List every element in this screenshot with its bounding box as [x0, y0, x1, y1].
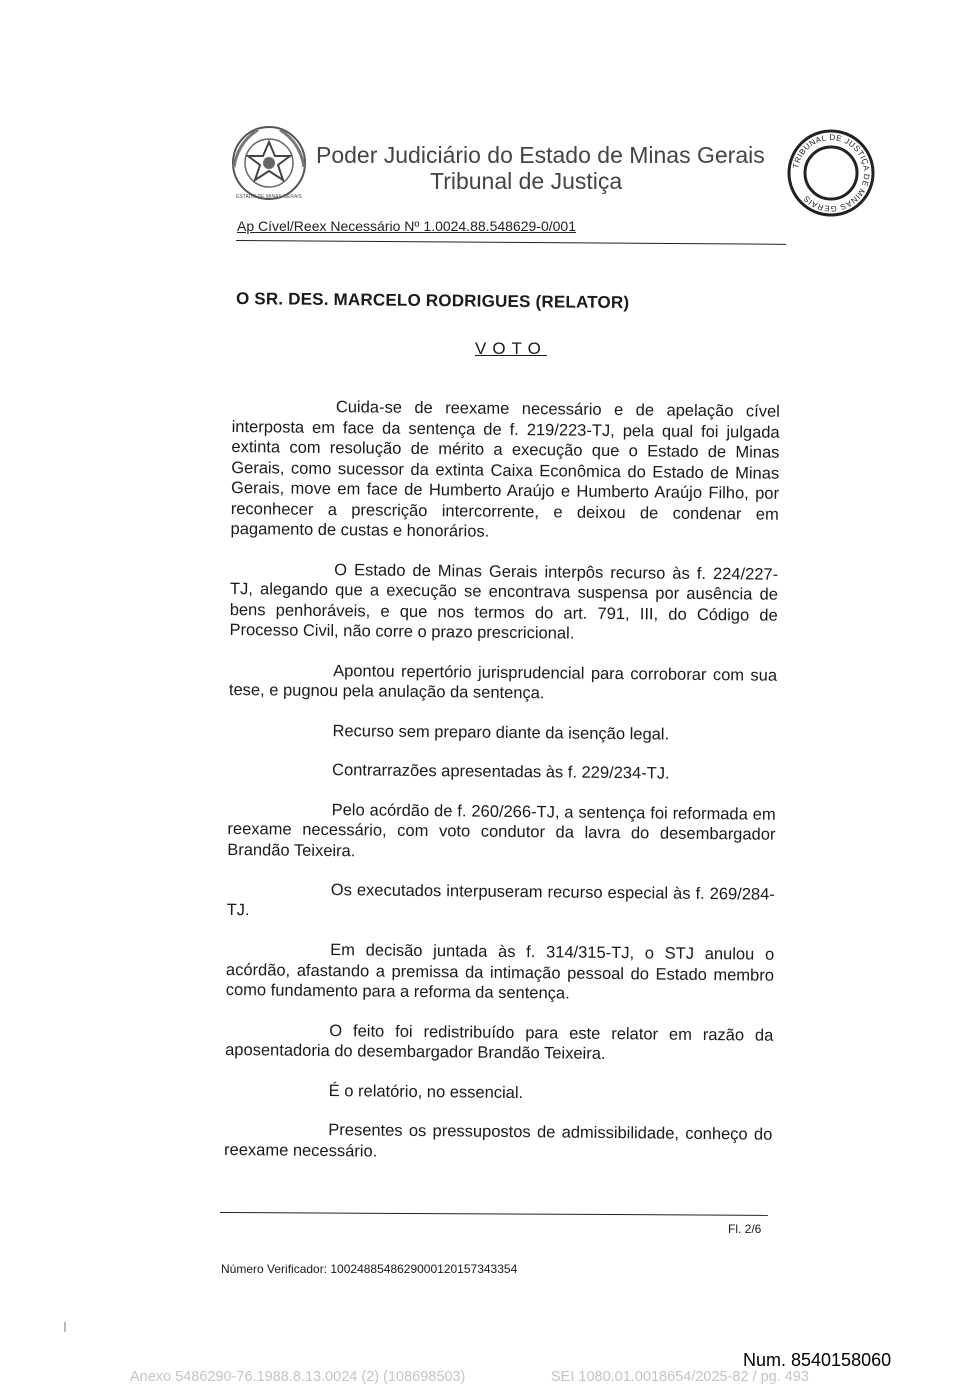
speaker-heading: O SR. DES. MARCELO RODRIGUES (RELATOR)	[235, 289, 630, 313]
paragraph: Os executados interpuseram recurso especial às f. 269/284-TJ.	[226, 881, 775, 919]
paragraph: O Estado de Minas Gerais interpôs recurso às f. 224/227-TJ, alegando que a execução se encontrava suspensa por ausência de bens penhoráveis, e que nos termos do art. 791, III, do Código de Processo Civil, não corre o prazo prescricional.	[229, 560, 779, 643]
paragraph: Recurso sem preparo diante da isenção legal.	[332, 721, 670, 744]
paragraph: Apontou repertório jurisprudencial para corroborar com sua tese, e pugnou pela anulação da sentença.	[228, 661, 778, 703]
court-name: Tribunal de Justiça	[430, 168, 623, 194]
svg-text:TRIBUNAL DE JUSTIÇA DE MINAS G: TRIBUNAL DE JUSTIÇA DE MINAS GERAIS	[791, 132, 872, 214]
document-body	[224, 396, 780, 1185]
paragraph: Presentes os pressupostos de admissibilidade, conheço do reexame necessário.	[224, 1121, 773, 1161]
sei-reference: SEI 1080.01.0018654/2025-82 / pg. 493	[551, 1369, 809, 1385]
header-rule	[236, 240, 786, 245]
scan-mark	[64, 1322, 66, 1332]
svg-text:ESTADO DE MINAS GERAIS: ESTADO DE MINAS GERAIS	[235, 194, 303, 200]
paragraph: É o relatório, no essencial.	[328, 1081, 524, 1102]
coat-of-arms-seal-icon	[228, 122, 310, 204]
paragraph: O feito foi redistribuído para este relator em razão da aposentadoria do desembargador Brandão Teixeira.	[225, 1021, 774, 1063]
document-num: Num. 8540158060	[743, 1350, 892, 1370]
paragraph: Cuida-se de reexame necessário e de apelação cível interposta em face da sentença de f. 219/223-TJ, pela qual foi julgada extinta com resolução de mérito a execução que o Estado de Minas Gerais, como sucessor da extinta Caixa Econômica do Estado de Minas Gerais, move em face de Humberto Araújo e Humberto Araújo Filho, por reconhecer a prescrição intercorrente, e deixou de condenar em pagamento de custas e honorários.	[230, 398, 780, 541]
verifier-number: Número Verificador: 1002488548629000120157343354	[221, 1262, 518, 1276]
court-stamp-icon	[786, 128, 876, 218]
footer-rule	[220, 1212, 768, 1216]
page-number: Fl. 2/6	[728, 1222, 762, 1236]
annex-reference: Anexo 5486290-76.1988.8.13.0024 (2) (108698503)	[130, 1369, 466, 1385]
process-number: Ap Cível/Reex Necessário Nº 1.0024.88.548629-0/001	[237, 218, 576, 234]
paragraph: Contrarrazões apresentadas às f. 229/234-TJ.	[331, 761, 670, 783]
institution-name: Poder Judiciário do Estado de Minas Gerais	[316, 142, 765, 168]
paragraph: Em decisão juntada às f. 314/315-TJ, o STJ anulou o acórdão, afastando a premissa da intimação pessoal do Estado membro como fundamento para a reforma da sentença.	[225, 941, 775, 1003]
paragraph: Pelo acórdão de f. 260/266-TJ, a sentença foi reformada em reexame necessário, com voto condutor da lavra do desembargador Brandão Teixeira.	[227, 800, 776, 860]
section-title: VOTO	[475, 339, 547, 358]
